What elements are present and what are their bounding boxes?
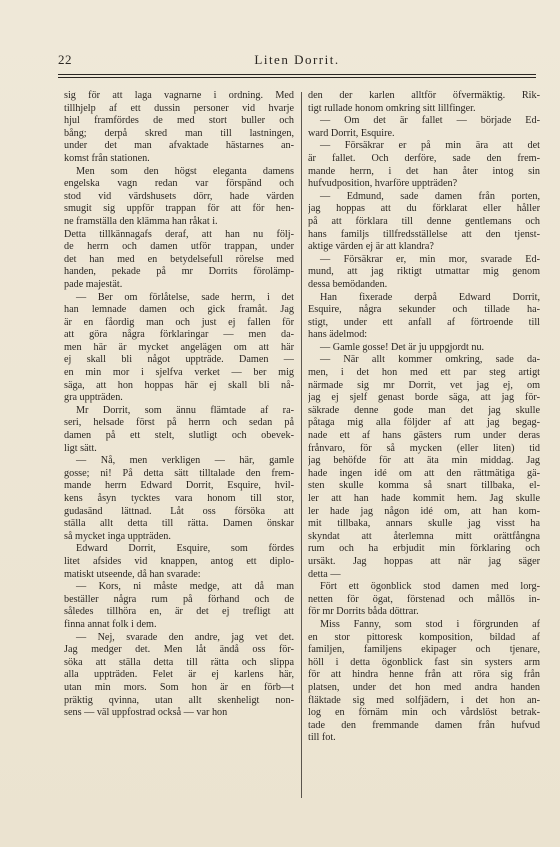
text-line: Men som den högst eleganta damens: [76, 165, 294, 177]
text-line: Esquire, några sekunder och tillade ha-: [308, 304, 540, 316]
text-line: fläktade sig med solfjädern, i det hon an-: [308, 694, 540, 706]
text-line: präktig qvinna, utan allt skenheligt non-: [64, 694, 294, 706]
text-line: jag hoppas att du förklarat eller håller: [308, 203, 540, 215]
text-line: beställer några rum på förhand och de: [64, 593, 294, 605]
text-line: smugit sig uppför trappan för att för hen-: [64, 203, 294, 215]
text-line: handen, pekade på mr Dorrits förolämp-: [64, 266, 294, 278]
text-line: pade majestät.: [64, 278, 123, 290]
text-line: engelska vagn redan var förspänd och: [64, 178, 294, 190]
text-line: ej skall bli något uppträde. Damen —: [64, 354, 294, 366]
text-line: stod vid värdshusets dörr, hade värden: [64, 190, 294, 202]
text-line: under det man afvaktade hästarnes an-: [64, 140, 294, 152]
text-line: ne framställa den klämma han råkat i.: [64, 215, 218, 227]
text-line: säga, att hon hoppas här ej skall bli nå-: [64, 379, 294, 391]
column-divider: [301, 92, 302, 798]
text-line: Edward Dorrit, Esquire, som fördes: [76, 543, 294, 555]
text-line: för mr Dorrits båda döttrar.: [308, 606, 419, 618]
text-line: mund, att jag riktigt utmattar mig genom: [308, 266, 540, 278]
text-line: men, i det hon med ett par steg artigt: [308, 367, 540, 379]
text-line: sig för att laga vagnarne i ordning. Med: [64, 90, 294, 101]
text-line: — Edmund, sade damen från porten,: [320, 190, 540, 202]
running-title: Liten Dorrit.: [254, 52, 340, 67]
text-line: tigt rullade honom omkring sitt lillfinger.: [308, 102, 476, 114]
text-line: — Nå, men verkligen — här, gamle: [76, 455, 294, 467]
text-line: så mycket inga uppträden.: [64, 530, 171, 542]
text-line: kens åsyn tycktes vara honom till stor,: [64, 493, 294, 504]
text-line: mit tillbaka, annars skulle jag visst ha: [308, 518, 540, 530]
text-line: — Kors, ni måste medge, att då man: [76, 581, 294, 593]
text-line: han lemnade damen och gick framåt. Jag: [64, 304, 294, 316]
text-line: log en förnäm min och vårdslöst betrak-: [308, 707, 540, 719]
text-line: litet afsides vid knappen, antog ett diplo-: [64, 555, 294, 567]
text-line: Detta tillkännagafs deraf, att han nu följ-: [64, 228, 294, 240]
text-line: — Nej, svarade den andre, jag vet det.: [76, 631, 294, 643]
text-line: sens — väl uppfostrad också — var hon: [64, 707, 228, 719]
text-line: ward Dorrit, Esquire.: [308, 127, 395, 139]
text-line: mande herrn, i det han åter intog sin: [308, 165, 540, 177]
text-line: ler att han hade kommit hem. Jag skulle: [308, 493, 540, 504]
text-line: ursäkt. Jag hoppas att när jag säger: [308, 555, 540, 567]
text-line: närmade sig mr Dorrit, vet jag ej, om: [308, 379, 540, 391]
text-line: dessa bemödanden.: [308, 278, 388, 290]
text-line: hufvudposition, hvarföre uppträden?: [308, 178, 458, 190]
text-line: den der karlen alltför öfvermäktig. Rik-: [308, 90, 540, 101]
text-line: — När allt kommer omkring, sade da-: [320, 354, 540, 366]
text-line: frånvaro, för så mycken (eller liten) tid: [308, 442, 540, 454]
text-line: på att förklara till denne gentlemans och: [308, 215, 540, 227]
text-line: således tillhöra en, är det ej trefligt att: [64, 606, 294, 618]
text-line: finna annat folk i dem.: [64, 618, 157, 630]
text-line: netten för ögat, förstenad och mållös in-: [308, 593, 540, 605]
text-line: familjen, familjens ekipager och tjenare,: [308, 644, 540, 656]
text-line: att göra några förklaringar — men da-: [64, 329, 294, 341]
text-line: platsen, under det hon med andra handen: [308, 681, 540, 693]
text-line: sten skulle komma så snart tillbaka, el-: [308, 480, 540, 492]
text-line: för att hindra henne från att röra sig från: [308, 669, 540, 681]
text-line: hade ingen idé om att den rättmätiga gä-: [308, 467, 540, 479]
text-line: är en fåordig man och just ej fallen för: [64, 316, 294, 328]
text-line: komst från stationen.: [64, 152, 150, 164]
text-line: Miss Fanny, som stod i förgrunden af: [320, 618, 540, 630]
text-line: alla uppträden. Felet är ej karlens här,: [64, 669, 294, 681]
text-line: Mr Dorrit, som ännu flämtade af ra-: [76, 404, 294, 416]
text-line: bång; derpå skred man till lastningen,: [64, 127, 294, 139]
text-line: detta —: [308, 568, 341, 580]
text-line: är fallet. Och derföre, sade den frem-: [308, 152, 540, 164]
page-header: [58, 52, 536, 72]
text-line: höll i detta ögonblick fast sin systers arm: [308, 656, 540, 668]
text-line: nade ett af hans gästers rum under deras: [308, 430, 540, 442]
text-line: gosse; ni! På detta sätt tilltalade den frem-: [64, 467, 294, 479]
text-line: damen på ett stelt, slutligt och obevek-: [64, 430, 294, 442]
text-line: seri, helsade först på herrn och sedan på: [64, 417, 294, 429]
text-line: — Gamle gosse! Det är ju uppgjordt nu.: [320, 341, 485, 353]
text-line: söka att ställa detta till rätta och slippa: [64, 656, 294, 668]
text-line: hans ädelmod:: [308, 329, 368, 341]
text-line: aktige värden ej är att klandra?: [308, 241, 434, 253]
header-rule-thin: [58, 77, 536, 78]
text-line: — Försäkrar er, min mor, svarade Ed-: [320, 253, 540, 265]
left-text-column: [64, 90, 294, 720]
text-line: tade den fremmande damen från hufvud: [308, 719, 540, 731]
text-line: — Om det är fallet — började Ed-: [320, 115, 540, 127]
text-line: gudasänd lättnad. Låt oss försöka att: [64, 505, 294, 517]
text-line: de herrn och damen utför trappan, under: [64, 241, 294, 253]
text-line: stigt, under ett anfall af förtroende till: [308, 316, 540, 328]
text-line: ställa allt detta till rätta. Damen önskar: [64, 518, 294, 530]
text-line: jag ej sjelf genast borde säga, att jag för-: [308, 392, 540, 404]
text-line: Jag medger det. Men låt ändå oss för-: [64, 644, 294, 656]
text-line: ler hade jag någon idé om, att han kom-: [308, 505, 540, 517]
text-line: — Ber om förlåtelse, sade herrn, i det: [76, 291, 294, 303]
text-line: gra uppträden.: [64, 392, 123, 404]
text-line: Fört ett ögonblick stod damen med lorg-: [320, 581, 540, 593]
text-line: hjul framfördes de med stort buller och: [64, 115, 294, 127]
text-line: rum och ha erbjudit min förklaring och: [308, 543, 540, 555]
text-line: jag behöfde för att äta min middag. Jag: [308, 455, 540, 467]
right-text-column: [308, 90, 540, 745]
text-line: mande herrn Edward Dorrit, Esquire, hvil-: [64, 480, 294, 492]
text-line: skyndat att återlemna mitt orättfångna: [308, 530, 540, 542]
text-line: Han fixerade derpå Edward Dorrit,: [320, 291, 540, 303]
text-line: en min mor i sjelfva verket — ber mig: [64, 367, 294, 379]
text-line: till fot.: [308, 732, 336, 744]
text-line: — Försäkrar er på min ära att det: [320, 140, 540, 152]
text-line: matiskt utseende, då han svarade:: [64, 568, 201, 580]
page-number: 22: [58, 52, 72, 67]
text-line: men här är mycket angelägen om att här: [64, 341, 294, 353]
text-line: påtaga mig alla följder af att jag begag-: [308, 417, 540, 429]
text-line: hans familjs tillfredsställelse att den tjenst-: [308, 228, 540, 240]
text-line: utan min mors. Som hon är en förb—t: [64, 681, 294, 693]
text-line: säkrade denne gode man det jag skulle: [308, 404, 540, 416]
header-rule: [58, 74, 536, 75]
text-line: ligt sätt.: [64, 442, 97, 454]
text-line: en stor pittoresk komposition, bildad af: [308, 631, 540, 643]
text-line: tillhjelp af ett dussin personer vid hvarje: [64, 102, 294, 114]
text-line: det han med en betydelsefull rörelse med: [64, 253, 294, 265]
